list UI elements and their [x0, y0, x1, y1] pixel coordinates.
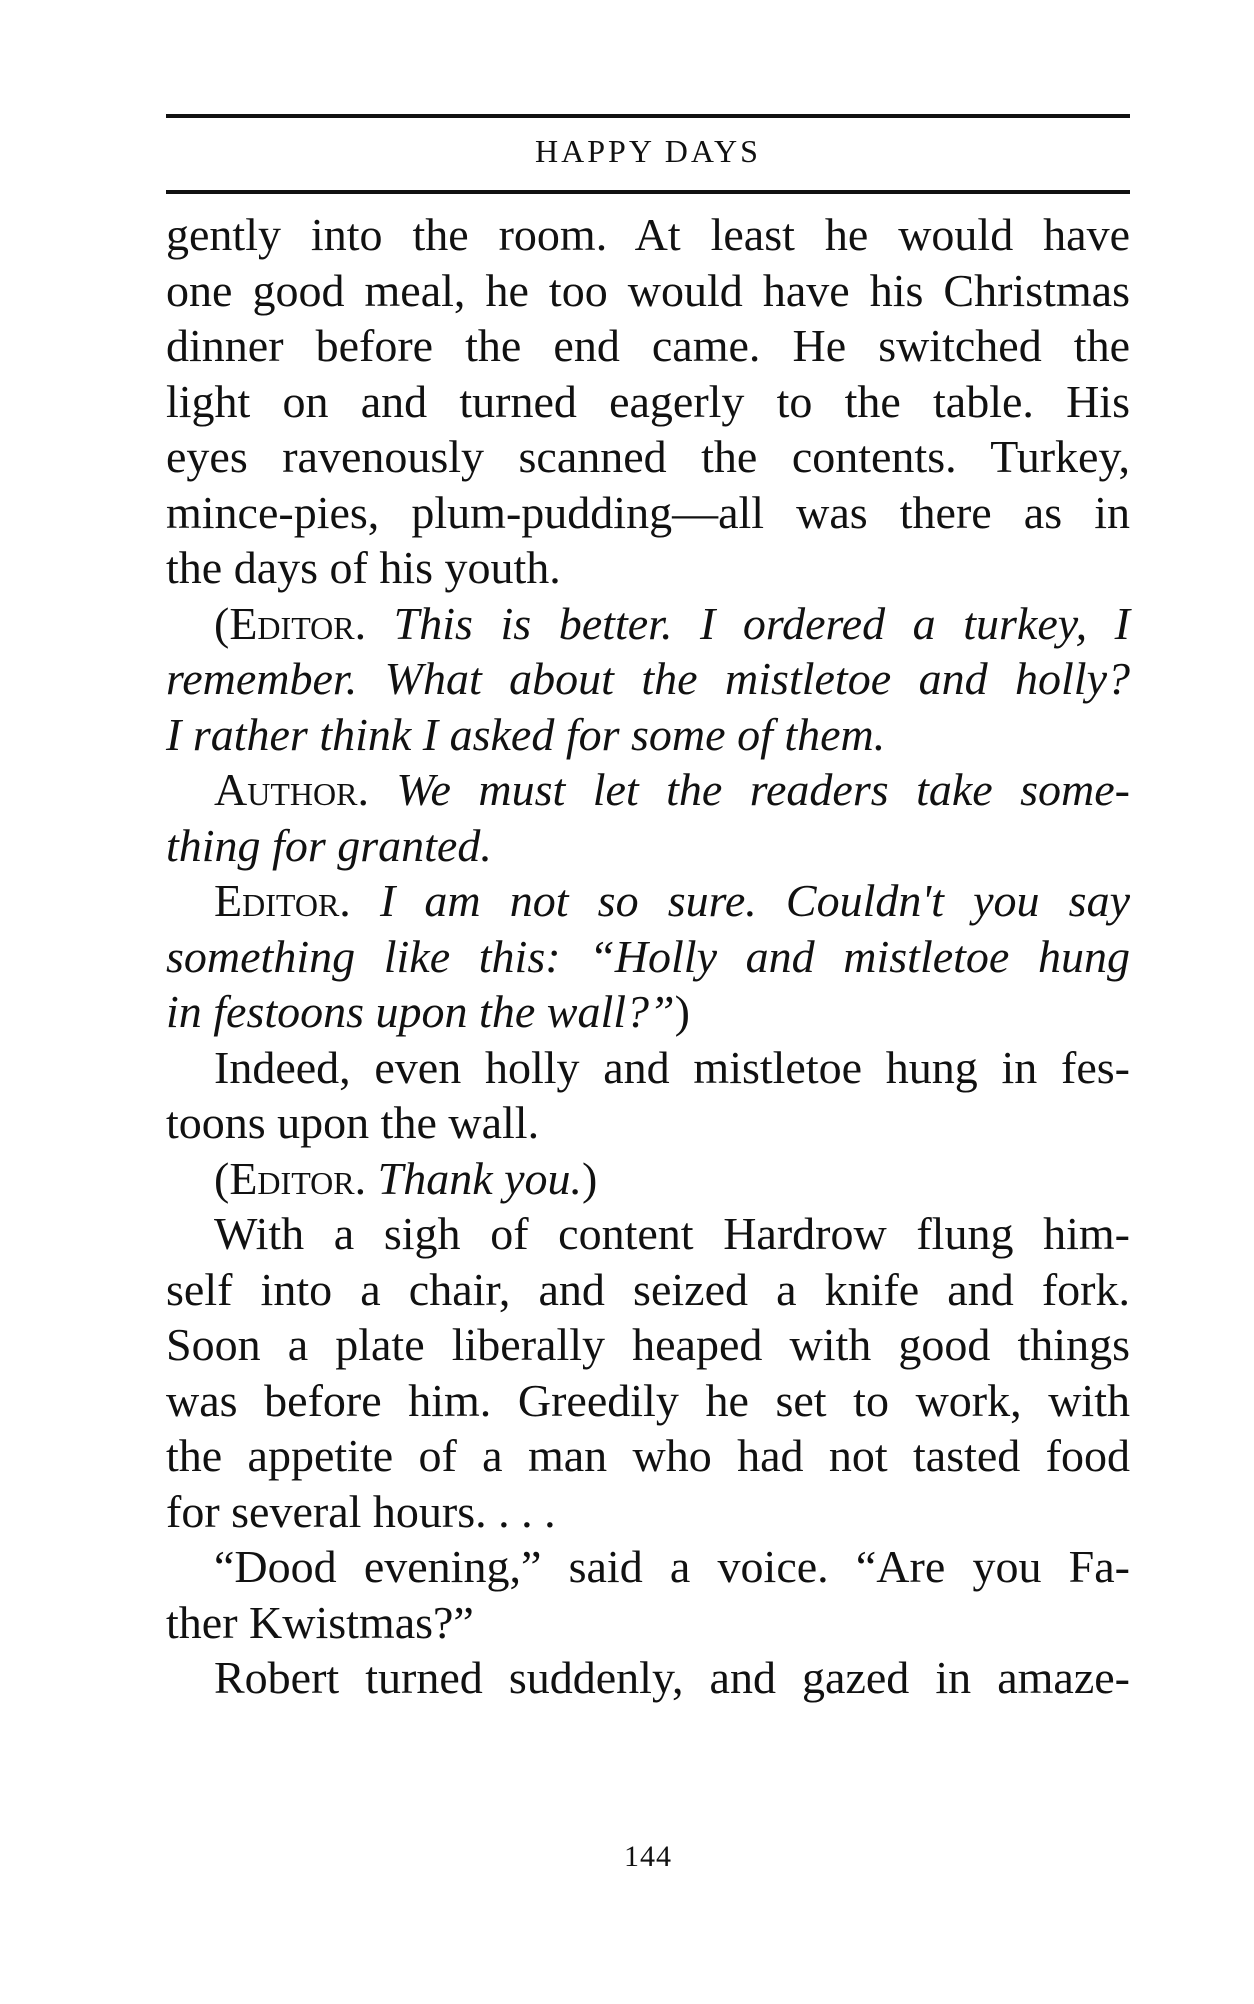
text-line [166, 540, 1130, 596]
italic-text: in festoons upon the wall?” [166, 986, 675, 1037]
text-line [166, 762, 1130, 818]
italic-text: remember. What about the mistletoe and holly? [166, 653, 1130, 704]
text-run: Soon a plate liberally heaped with good things [166, 1319, 1130, 1370]
header-rule-bottom [166, 190, 1130, 194]
text-run: toons upon the wall. [166, 1097, 540, 1148]
header-rule-top [166, 114, 1130, 118]
text-line [166, 984, 1130, 1040]
text-run: mince-pies, plum-pudding—all was there as in [166, 486, 1130, 538]
italic-text: I am not so sure. Couldn't you say [350, 875, 1130, 926]
text-line [166, 1262, 1130, 1318]
text-line [166, 1373, 1130, 1429]
text-run: ) [674, 986, 690, 1037]
italic-text: something like this: “Holly and mistletoe hung [166, 930, 1130, 982]
text-line [166, 318, 1130, 374]
text-line [166, 1595, 1130, 1651]
text-run: gently into the room. At least he would have [166, 209, 1130, 260]
page-number: 144 [624, 1840, 672, 1873]
text-run: With a sigh of content Hardrow flung him- [214, 1208, 1130, 1259]
text-line [166, 374, 1130, 430]
text-run: “Dood evening,” said a voice. “Are you Fa- [214, 1541, 1130, 1592]
text-run: one good meal, he too would have his Christmas [166, 264, 1130, 316]
text-line [166, 429, 1130, 485]
text-run: ther Kwistmas?” [166, 1596, 474, 1648]
text-run: ) [582, 1152, 598, 1204]
text-run: Robert turned suddenly, and gazed in amaze- [214, 1652, 1130, 1703]
speaker-label: Author. [214, 764, 369, 815]
italic-text: thing for granted. [166, 819, 492, 871]
text-run: the appetite of a man who had not tasted food [166, 1430, 1130, 1481]
text-line [166, 707, 1130, 763]
speaker-label: Editor. [229, 1152, 367, 1204]
text-run: Indeed, even holly and mistletoe hung in fes- [214, 1041, 1130, 1093]
text-run: the days of his youth. [166, 542, 561, 593]
text-run: was before him. Greedily he set to work, with [166, 1374, 1130, 1426]
italic-text: This is better. I ordered a turkey, I [366, 597, 1130, 649]
text-line [166, 1484, 1130, 1540]
text-line [166, 485, 1130, 541]
text-line [166, 929, 1130, 985]
text-line [166, 873, 1130, 929]
text-line [166, 1206, 1130, 1262]
text-line [166, 818, 1130, 874]
text-run: light on and turned eagerly to the table. His [166, 375, 1130, 427]
text-line [166, 1095, 1130, 1151]
text-line [166, 1539, 1130, 1595]
text-run: self into a chair, and seized a knife and fork. [166, 1263, 1130, 1315]
speaker-label: Editor. [214, 875, 351, 926]
text-line [166, 207, 1130, 263]
text-run: eyes ravenously scanned the contents. Turkey, [166, 431, 1130, 482]
text-run: ( [214, 597, 230, 649]
text-run: ( [214, 1152, 230, 1204]
text-line [166, 1151, 1130, 1207]
text-run: dinner before the end came. He switched the [166, 320, 1130, 371]
text-line [166, 596, 1130, 652]
speaker-label: Editor. [229, 597, 367, 649]
text-line [166, 1040, 1130, 1096]
text-run: for several hours. . . . [166, 1485, 556, 1537]
text-line [166, 1650, 1130, 1706]
text-line [166, 651, 1130, 707]
body-text [166, 207, 1130, 1706]
text-line [166, 263, 1130, 319]
italic-text: I rather think I asked for some of them. [166, 708, 886, 760]
running-head: HAPPY DAYS [535, 133, 761, 169]
text-line [166, 1428, 1130, 1484]
italic-text: Thank you. [366, 1152, 583, 1204]
text-line [166, 1317, 1130, 1373]
italic-text: We must let the readers take some- [368, 764, 1130, 815]
